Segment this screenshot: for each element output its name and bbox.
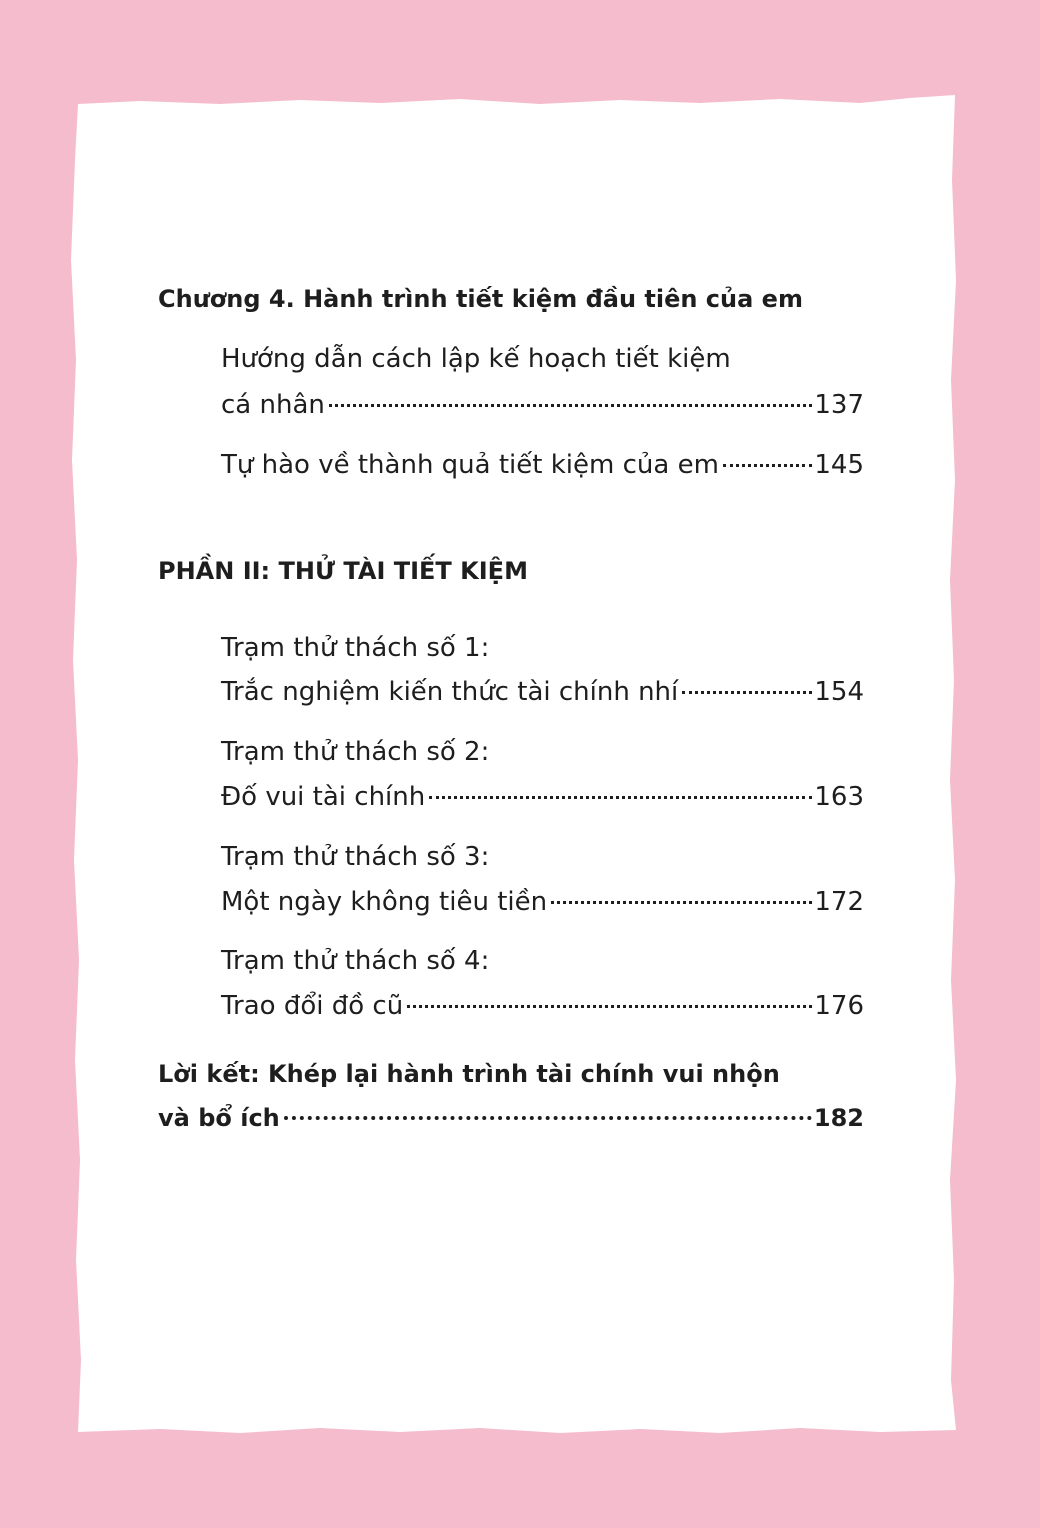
chapter4-heading: Chương 4. Hành trình tiết kiệm đầu tiên của em <box>158 285 803 313</box>
toc-entry-pride <box>221 449 864 481</box>
page-number: 172 <box>814 887 864 917</box>
toc-entry-challenge3 <box>221 886 864 918</box>
page-number: 163 <box>814 782 864 812</box>
dot-leader <box>723 464 812 467</box>
toc-entry-challenge4-line1: Trạm thử thách số 4: <box>221 946 490 976</box>
toc-entry-challenge2 <box>221 781 864 813</box>
toc-entry-challenge4-line2: Trao đổi đồ cũ <box>221 991 404 1021</box>
dot-leader <box>429 796 812 799</box>
toc-entry-challenge2-line1: Trạm thử thách số 2: <box>221 737 490 767</box>
toc-entry-challenge2-line2: Đố vui tài chính <box>221 782 426 812</box>
toc-entry-closing <box>158 1103 864 1133</box>
toc-entry-challenge4 <box>221 990 864 1022</box>
dot-leader <box>682 691 812 694</box>
page-number: 154 <box>814 677 864 707</box>
toc-entry-challenge1-line1: Trạm thử thách số 1: <box>221 633 490 663</box>
toc-entry-planning-line2: cá nhân <box>221 390 325 420</box>
dot-leader <box>284 1116 812 1120</box>
page-number: 176 <box>814 991 864 1021</box>
toc-entry-challenge3-line1: Trạm thử thách số 3: <box>221 842 490 872</box>
toc-entry-pride-title: Tự hào về thành quả tiết kiệm của em <box>221 450 719 480</box>
page-number: 137 <box>814 390 864 420</box>
closing-heading-line1: Lời kết: Khép lại hành trình tài chính vui nhộn <box>158 1060 780 1088</box>
page-number: 145 <box>814 450 864 480</box>
toc-entry-planning <box>221 389 864 421</box>
page-number: 182 <box>813 1104 864 1132</box>
part2-heading: PHẦN II: THỬ TÀI TIẾT KIỆM <box>158 557 528 585</box>
toc-entry-challenge1-line2: Trắc nghiệm kiến thức tài chính nhí <box>221 677 679 707</box>
dot-leader <box>407 1005 812 1008</box>
closing-heading-line2: và bổ ích <box>158 1104 280 1132</box>
dot-leader <box>329 404 812 407</box>
toc-entry-challenge3-line2: Một ngày không tiêu tiền <box>221 887 548 917</box>
toc-entry-challenge1 <box>221 676 864 708</box>
toc-entry-planning-line1: Hướng dẫn cách lập kế hoạch tiết kiệm <box>221 344 731 374</box>
dot-leader <box>551 901 812 904</box>
